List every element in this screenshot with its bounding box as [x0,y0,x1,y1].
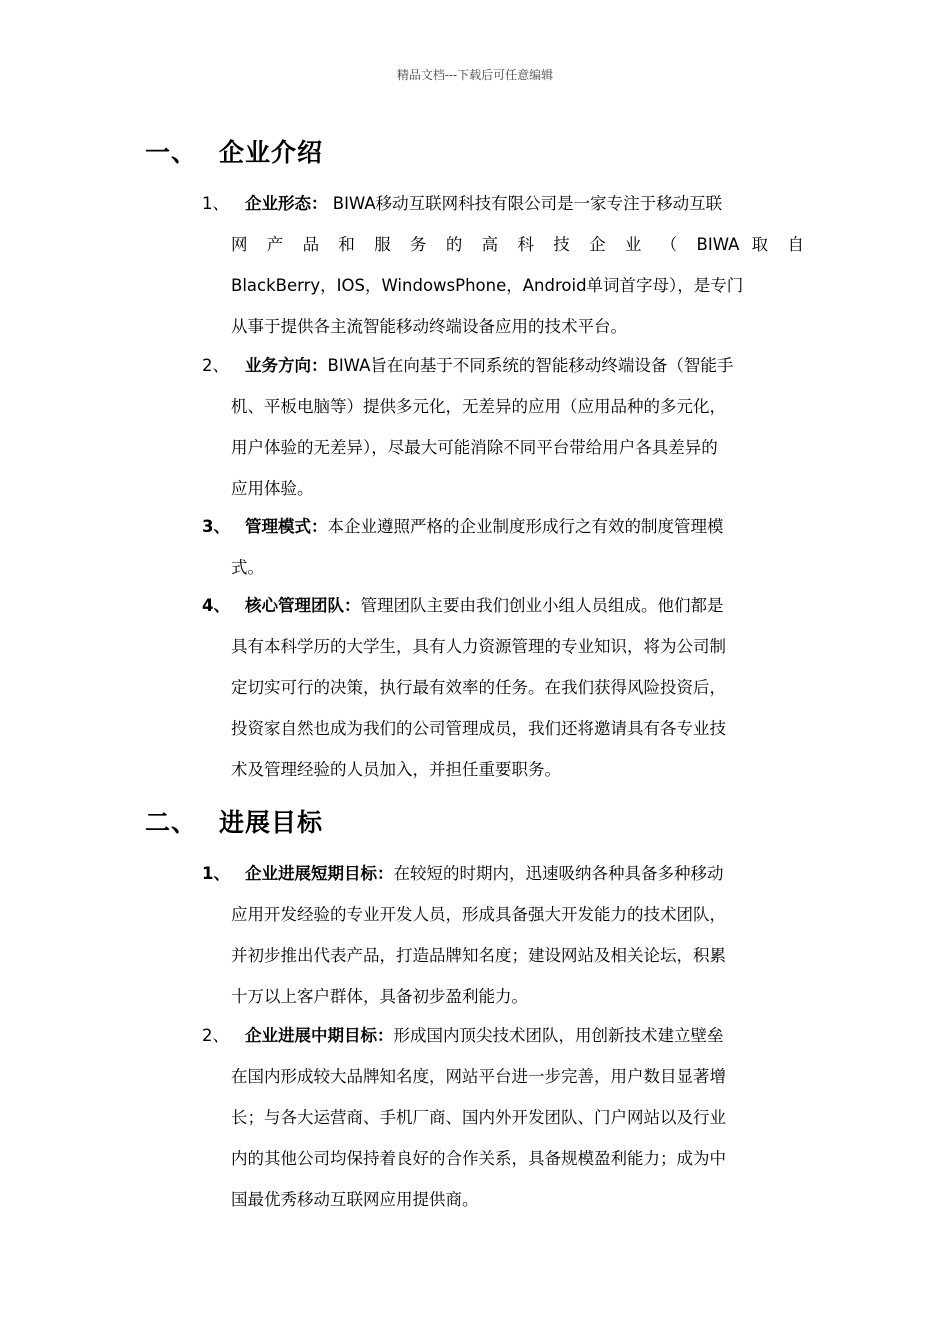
item-line: 从事于提供各主流智能移动终端设备应用的技术平台。 [231,317,627,336]
page-header: 精品文档---下载后可任意编辑 [396,68,554,82]
item-line: 长；与各大运营商、手机厂商、国内外开发团队、门户网站以及行业 [231,1108,726,1127]
section-heading-2 [145,803,323,839]
item-line: 具有本科学历的大学生，具有人力资源管理的专业知识，将为公司制 [231,637,726,656]
item-line: 在较短的时期内，迅速吸纳各种具备多种移动 [393,864,724,883]
list-item [202,1015,804,1220]
item-line: 并初步推出代表产品，打造品牌知名度；建设网站及相关论坛，积累 [231,946,726,965]
item-index: 3、 [202,517,230,536]
item-line: 国最优秀移动互联网应用提供商。 [231,1190,479,1209]
item-line: 内的其他公司均保持着良好的合作关系，具备规模盈利能力；成为中 [231,1149,726,1168]
item-line: 十万以上客户群体，具备初步盈利能力。 [231,987,528,1006]
item-lead: 企业进展中期目标： [245,1026,394,1045]
item-line: BlackBerry，IOS，WindowsPhone，Android单词首字母），是专门 [231,276,744,295]
item-index: 1、 [202,864,230,883]
item-line: 管理团队主要由我们创业小组人员组成。他们都是 [360,596,724,615]
item-line: BIWA移动互联网科技有限公司是一家专注于移动互联 [327,194,723,213]
item-line: 本企业遵照严格的企业制度形成行之有效的制度管理模 [327,517,724,536]
section-number: 二、 [145,808,198,837]
item-index: 2、 [202,1026,229,1045]
section-heading-1 [145,133,323,169]
item-lead: 管理模式： [245,517,328,536]
item-line: 在国内形成较大品牌知名度，网站平台进一步完善，用户数目显著增 [231,1067,726,1086]
list-item [202,345,804,509]
section-number: 一、 [145,138,198,167]
item-line: 形成国内顶尖技术团队，用创新技术建立壁垒 [393,1026,724,1045]
item-lead: 企业进展短期目标： [245,864,394,883]
section-title: 企业介绍 [219,138,324,167]
item-line: 应用体验。 [231,479,314,498]
item-index: 2、 [202,356,229,375]
list-item [202,585,804,790]
item-lead: 企业形态： [245,194,328,213]
item-line: 应用开发经验的专业开发人员，形成具备强大开发能力的技术团队， [231,905,726,924]
item-index: 1、 [202,194,229,213]
item-line: 网 产 品 和 服 务 的 高 科 技 企 业 （ BIWA 取 自 [231,235,804,254]
item-line: 定切实可行的决策，执行最有效率的任务。在我们获得风险投资后， [231,678,726,697]
list-item [202,183,804,347]
item-line: 用户体验的无差异），尽最大可能消除不同平台带给用户各具差异的 [231,438,718,457]
list-item [202,506,804,588]
item-line: 术及管理经验的人员加入，并担任重要职务。 [231,760,561,779]
item-line: BIWA旨在向基于不同系统的智能移动终端设备（智能手 [327,356,734,375]
item-line: 机、平板电脑等）提供多元化，无差异的应用（应用品种的多元化， [231,397,726,416]
item-line: 投资家自然也成为我们的公司管理成员，我们还将邀请具有各专业技 [231,719,726,738]
item-line: 式。 [231,558,264,577]
item-lead: 核心管理团队： [245,596,361,615]
section-title: 进展目标 [219,808,324,837]
item-lead: 业务方向： [245,356,328,375]
item-index: 4、 [202,596,230,615]
list-item [202,853,804,1017]
